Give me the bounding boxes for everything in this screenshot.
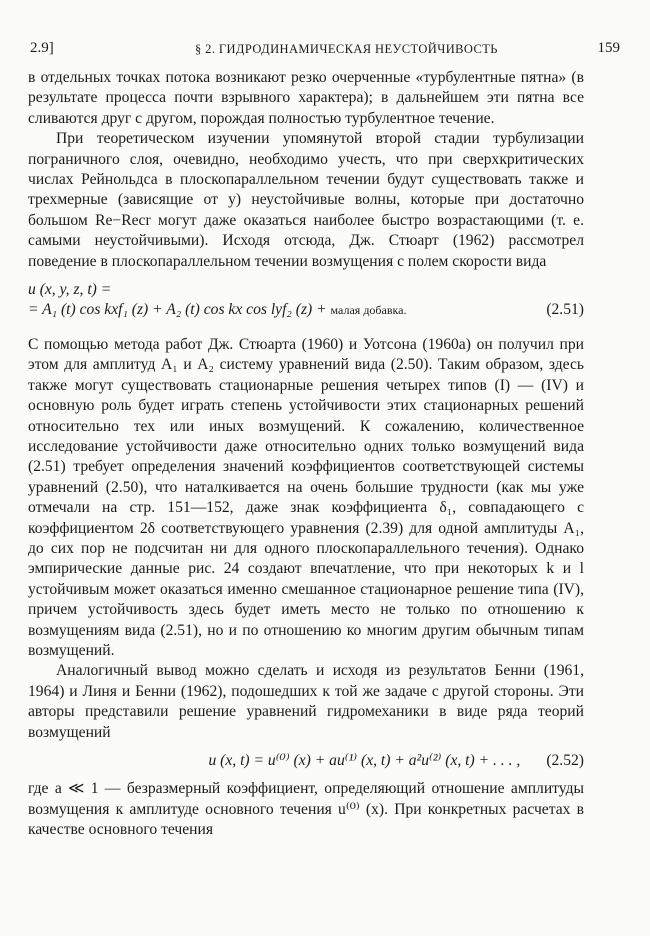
section-ref: 2.9] <box>30 40 54 56</box>
equation-number-2-51: (2.51) <box>546 301 584 319</box>
equation-2-52-body: u (x, t) = u⁽⁰⁾ (x) + au⁽¹⁾ (x, t) + a²u⁽²⁾ (x, t) + . . . , <box>208 752 521 769</box>
equation-2-51-body <box>28 300 407 320</box>
paragraph-2: При теоретическом изучении упомянутой второй стадии турбулизации пограничного слоя, очевидно, необходимо учесть, что при сверхкритических числах Рейнольдса в плоскопараллельном течении будут существовать также и трехмерные (зависящие от y) неустойчивые волны, которые при достаточно большом Re−Recr могут даже оказаться наиболее быстро возрастающими (т. е. самыми неустойчивыми). Исходя отсюда, Дж. Стюарт (1962) рассмотрел поведение в плоскопараллельном течении возмущения с полем скорости вида <box>28 130 584 270</box>
page-number: 159 <box>597 40 620 56</box>
paragraph-1: в отдельных точках потока возникают резко очерченные «турбулентные пятна» (в результате процесса почти взрывного характера); в дальнейшем эти пятна все сливаются друг с другом, порождая полностью турбулентное течение. <box>28 69 584 127</box>
paragraph-3: С помощью метода работ Дж. Стюарта (1960) и Уотсона (1960а) он получил при этом для амплитуд A₁ и A₂ систему уравнений вида (2.50). Таким образом, здесь также могут существовать стационарные решения четырех типов (I) — (IV) и основную роль будет играть степень устойчивости этих стационарных решений относительно тех или иных возмущений. К сожалению, количественное исследование устойчивости даже относительно одних только возмущений вида (2.51) требует определения значений коэффициентов соответствующей системы уравнений (2.50), что наталкивается на очень большие трудности (как мы уже отмечали на стр. 151—152, даже знак коэффициента δ₁, совпадающего с коэффициентом 2δ соответствующего уравнения (2.39) для одной амплитуды A₁, до сих пор не подсчитан ни для одного плоскопараллельного течения). Однако эмпирические данные рис. 24 создают впечатление, что при некоторых k и l устойчивым может оказаться именно смешанное стационарное решение типа (IV), причем устойчивость здесь будет иметь место не только по отношению к возмущениям вида (2.51), но и по отношению ко многим другим обычным типам возмущений. <box>28 335 584 659</box>
equation-2-51-terms: = A₁ (t) cos kxf₁ (z) + A₂ (t) cos kx cos lyf₂ (z) + <box>28 301 327 319</box>
running-title: § 2. ГИДРОДИНАМИЧЕСКАЯ НЕУСТОЙЧИВОСТЬ <box>195 42 498 56</box>
body-text <box>28 68 584 841</box>
running-header <box>30 40 620 64</box>
paragraph-4: Аналогичный вывод можно сделать и исходя из результатов Бенни (1961, 1964) и Линя и Бенни (1962), подошедших к той же задаче с другой стороны. Эти авторы представили решение уравнений гидромеханики в виде ряда теорий возмущений <box>28 662 584 741</box>
equation-2-51-line-2 <box>28 300 584 320</box>
equation-2-52 <box>28 751 584 771</box>
equation-2-51-line-1: u (x, y, z, t) = <box>28 281 112 299</box>
equation-2-51-tail: малая добавка. <box>330 303 407 318</box>
paragraph-5: где a ≪ 1 — безразмерный коэффициент, определяющий отношение амплитуды возмущения к амплитуде основного течения u⁽⁰⁾ (x). При конкретных расчетах в качестве основного течения <box>28 780 584 839</box>
equation-number-2-52: (2.52) <box>546 752 584 769</box>
